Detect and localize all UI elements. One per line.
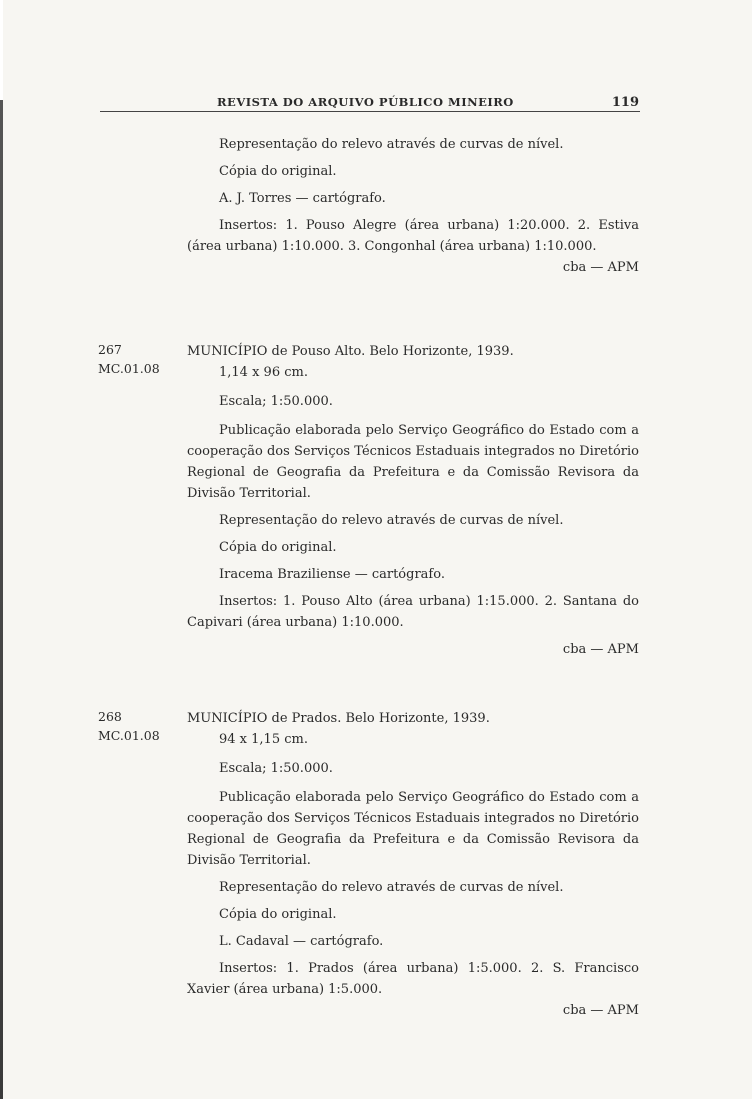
catalog-entry <box>187 341 639 660</box>
entry-size: 1,14 x 96 cm. <box>219 365 308 380</box>
header-rule <box>100 111 640 112</box>
entry-number: 268 <box>98 709 122 724</box>
entry-cartographer: L. Cadaval — cartógrafo. <box>219 934 384 949</box>
entry-scale: Escala; 1:50.000. <box>219 394 333 409</box>
cartographer-note: A. J. Torres — cartógrafo. <box>219 191 386 206</box>
journal-title: REVISTA DO ARQUIVO PÚBLICO MINEIRO <box>217 95 514 109</box>
entry-size: 94 x 1,15 cm. <box>219 732 308 747</box>
entry-publication: Publicação elaborada pelo Serviço Geográfico do Estado com a cooperação dos Serviços Técnicos Estaduais integrados no Diretório Regional de Geografia da Prefeitura e da Comissão Revisora da Divisão Territorial. <box>187 790 639 868</box>
scan-edge <box>0 0 3 1099</box>
entry-code: MC.01.08 <box>98 361 160 376</box>
entry-relevo: Representação do relevo através de curvas de nível. <box>219 513 564 528</box>
source-note: cba — APM <box>562 260 639 275</box>
entry-copia: Cópia do original. <box>219 540 337 555</box>
continuation-block <box>187 134 639 278</box>
entry-relevo: Representação do relevo através de curvas de nível. <box>219 880 564 895</box>
entry-copia: Cópia do original. <box>219 907 337 922</box>
entry-title: MUNICÍPIO de Pouso Alto. Belo Horizonte, 1939. <box>187 344 514 359</box>
catalog-entry <box>187 708 639 1021</box>
entry-code: MC.01.08 <box>98 728 160 743</box>
entry-insertos: Insertos: 1. Prados (área urbana) 1:5.000. 2. S. Francisco Xavier (área urbana) 1:5.000. <box>187 961 639 997</box>
entry-scale: Escala; 1:50.000. <box>219 761 333 776</box>
entry-source: cba — APM <box>562 1003 639 1018</box>
entry-title: MUNICÍPIO de Prados. Belo Horizonte, 1939. <box>187 711 490 726</box>
entry-source: cba — APM <box>562 642 639 657</box>
entry-number: 267 <box>98 342 122 357</box>
entry-cartographer: Iracema Braziliense — cartógrafo. <box>219 567 445 582</box>
entry-insertos: Insertos: 1. Pouso Alto (área urbana) 1:15.000. 2. Santana do Capivari (área urbana) 1:10.000. <box>187 594 639 630</box>
page-number: 119 <box>611 95 639 110</box>
entry-publication: Publicação elaborada pelo Serviço Geográfico do Estado com a cooperação dos Serviços Técnicos Estaduais integrados no Diretório Regional de Geografia da Prefeitura e da Comissão Revisora da Divisão Territorial. <box>187 423 639 501</box>
insertos-note: Insertos: 1. Pouso Alegre (área urbana) 1:20.000. 2. Estiva (área urbana) 1:10.000. 3. Congonhal (área urbana) 1:10.000. <box>187 218 639 254</box>
copia-note: Cópia do original. <box>219 164 337 179</box>
relevo-note: Representação do relevo através de curvas de nível. <box>219 137 564 152</box>
